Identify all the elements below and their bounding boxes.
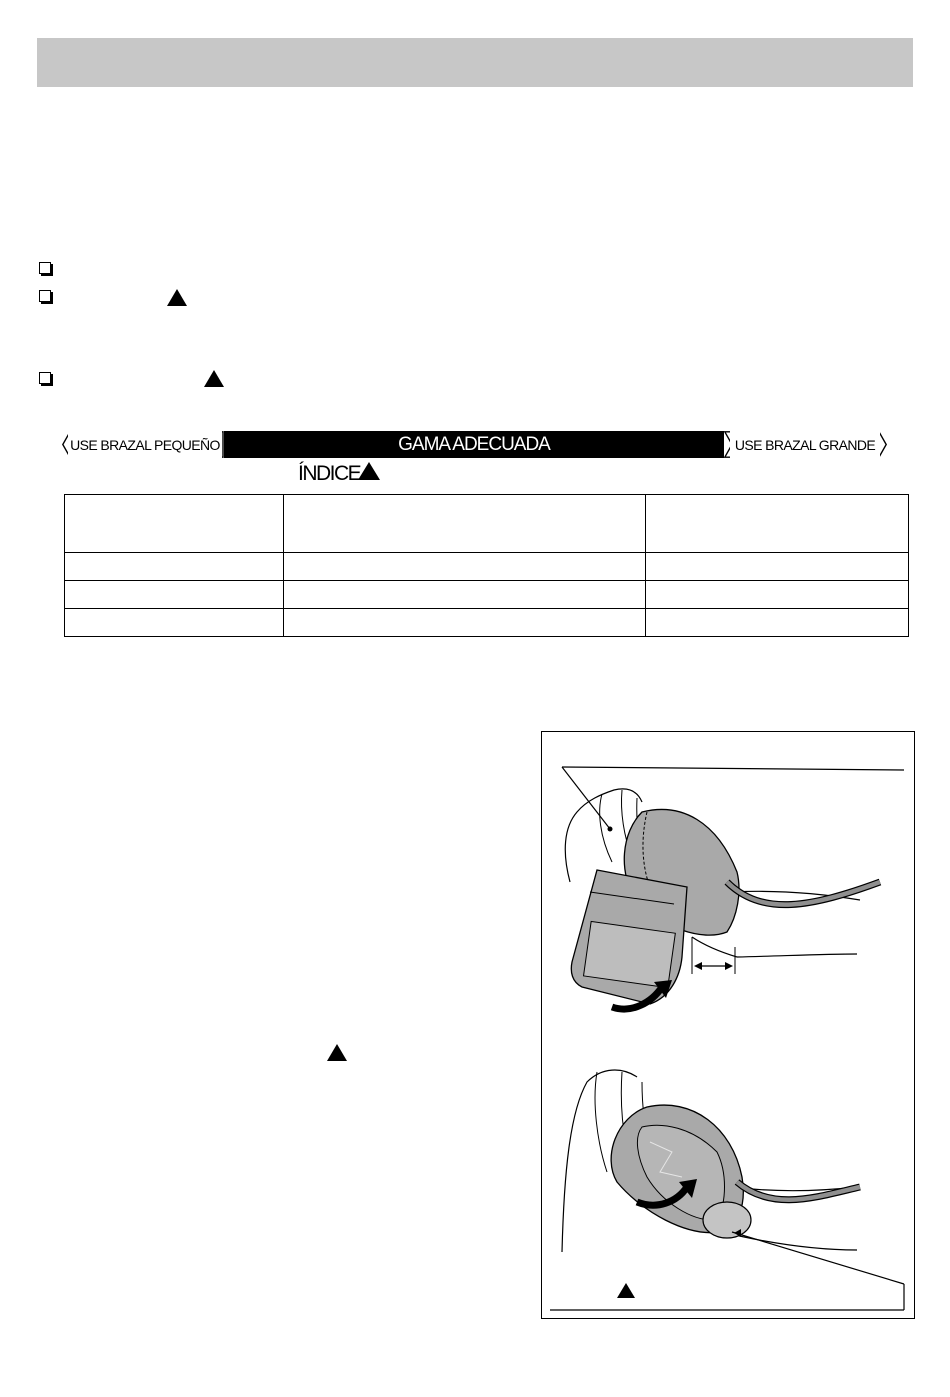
suitable-range-label: GAMA ADECUADA [398,433,550,455]
use-small-cuff-label [62,431,224,458]
table-cell [646,609,909,637]
cuff-illustration [542,732,913,1317]
table-cell [284,609,646,637]
header-bar [37,38,913,87]
table-cell [646,553,909,581]
table-header-row [65,495,909,553]
table-header-cell [646,495,909,553]
checkbox-icon[interactable] [39,262,51,274]
index-triangle-icon [358,462,380,480]
table-cell [284,581,646,609]
index-text: ÍNDICE [298,462,361,485]
triangle-marker-icon [327,1044,347,1061]
table-row [65,581,909,609]
table-cell [65,553,284,581]
cuff-wrapping-illustration [562,767,904,1009]
triangle-marker-icon [167,289,187,306]
triangle-marker-icon [204,370,224,387]
table-cell [646,581,909,609]
cuff-illustration-frame [541,731,915,1319]
index-label [298,462,360,486]
cuff-size-table [64,494,909,637]
table-row [65,553,909,581]
suitable-range-bar [224,431,724,458]
table-header-cell [65,495,284,553]
checkbox-icon[interactable] [39,372,51,384]
table-cell [65,581,284,609]
use-small-cuff-text: USE BRAZAL PEQUEÑO [68,431,222,458]
table-row [65,609,909,637]
use-large-cuff-text: USE BRAZAL GRANDE [730,431,880,458]
table-cell [284,553,646,581]
table-header-cell [284,495,646,553]
table-cell [65,609,284,637]
checkbox-icon[interactable] [39,290,51,302]
cuff-fastened-illustration [550,1070,904,1310]
use-large-cuff-label [724,431,887,458]
